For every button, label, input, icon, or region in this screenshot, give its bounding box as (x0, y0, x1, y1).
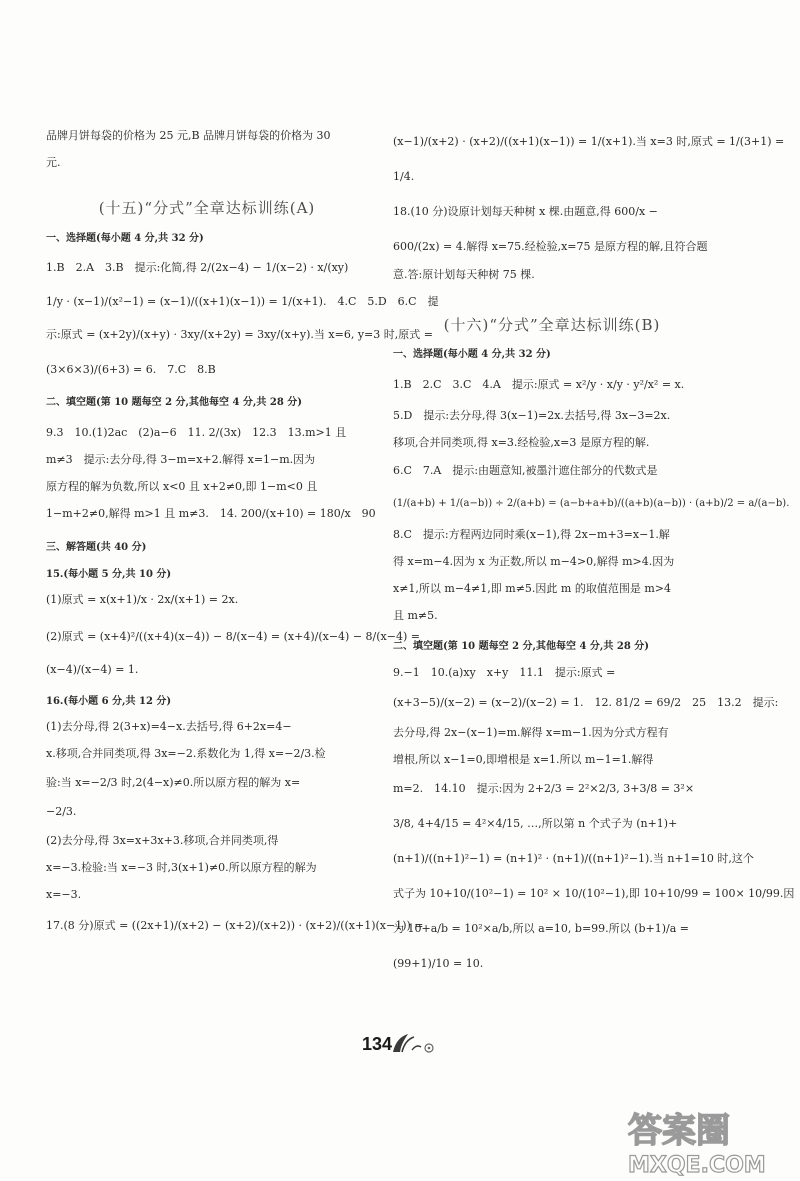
text-line: 元. (46, 156, 61, 169)
text-line: 9.−1 10.(a)xy x+y 11.1 提示:原式 = (393, 666, 616, 679)
text-line: (1)原式 = x(x+1)/x · 2x/(x+1) = 2x. (46, 593, 239, 606)
text-line: (n+1)/((n+1)²−1) = (n+1)² · (n+1)/((n+1)²−1).当 n+1=10 时,这个 (393, 852, 754, 865)
text-line: m=2. 14.10 提示:因为 2+2/3 = 2²×2/3, 3+3/8 = 3²× (393, 782, 695, 795)
text-line: (x+3−5)/(x−2) = (x−2)/(x−2) = 1. 12. 81/2 = 69/2 25 13.2 提示: (393, 696, 779, 709)
text-line: 得 x=m−4.因为 x 为正数,所以 m−4>0,解得 m>4.因为 (393, 555, 675, 568)
subsection-heading: 三、解答题(共 40 分) (46, 542, 147, 553)
section-title: (十五)“分式”全章达标训练(A) (98, 199, 316, 217)
text-line: 6.C 7.A 提示:由题意知,被墨汁遮住部分的代数式是 (393, 464, 658, 477)
text-line: 1−m+2≠0,解得 m>1 且 m≠3. 14. 200/(x+10) = 180/x 90 (46, 507, 376, 520)
text-line: m≠3 提示:去分母,得 3−m=x+2.解得 x=1−m.因为 (46, 453, 316, 466)
text-line: 且 m≠5. (393, 609, 438, 622)
subsection-heading: 一、选择题(每小题 4 分,共 32 分) (393, 349, 551, 360)
text-line: 1.B 2.A 3.B 提示:化简,得 2/(2x−4) − 1/(x−2) · x/(xy) (46, 261, 349, 274)
text-line: (1/(a+b) + 1/(a−b)) ÷ 2/(a+b) = (a−b+a+b)/((a+b)(a−b)) · (a+b)/2 = a/(a−b). (393, 498, 790, 509)
text-line: 1/4. (393, 170, 415, 183)
text-line: 17.(8 分)原式 = ((2x+1)/(x+2) − (x+2)/(x+2)) · (x+2)/((x+1)(x−1)) = (46, 919, 424, 932)
subsection-heading: 16.(每小题 6 分,共 12 分) (46, 696, 172, 707)
text-line: 品牌月饼每袋的价格为 25 元,B 品牌月饼每袋的价格为 30 (46, 129, 331, 142)
text-line: 示:原式 = (x+2y)/(x+y) · 3xy/(x+2y) = 3xy/(x+y).当 x=6, y=3 时,原式 = (46, 328, 433, 341)
text-line: 去分母,得 2x−(x−1)=m.解得 x=m−1.因为分式方程有 (393, 726, 669, 739)
text-line: (x−1)/(x+2) · (x+2)/((x+1)(x−1)) = 1/(x+1).当 x=3 时,原式 = 1/(3+1) = (393, 135, 785, 148)
text-line: 原方程的解为负数,所以 x<0 且 x+2≠0,即 1−m<0 且 (46, 480, 318, 493)
page-number: 134 (362, 1034, 393, 1054)
text-line: 为 10+a/b = 10²×a/b,所以 a=10, b=99.所以 (b+1)/a = (393, 922, 689, 935)
text-line: (2)原式 = (x+4)²/((x+4)(x−4)) − 8/(x−4) = (x+4)/(x−4) − 8/(x−4) = (46, 630, 420, 643)
subsection-heading: 二、填空题(第 10 题每空 2 分,其他每空 4 分,共 28 分) (393, 641, 650, 652)
text-line: 9.3 10.(1)2ac (2)a−6 11. 2/(3x) 12.3 13.m>1 且 (46, 426, 347, 439)
text-line: (99+1)/10 = 10. (393, 957, 484, 970)
text-line: 验:当 x=−2/3 时,2(4−x)≠0.所以原方程的解为 x= (46, 776, 301, 789)
text-line: 18.(10 分)设原计划每天种树 x 棵.由题意,得 600/x − (393, 205, 658, 218)
watermark-url: MXQE.COM (628, 1153, 766, 1178)
text-line: 移项,合并同类项,得 x=3.经检验,x=3 是原方程的解. (393, 436, 650, 449)
subsection-heading: 15.(每小题 5 分,共 10 分) (46, 569, 172, 580)
book-leaf-logo-icon (390, 1030, 436, 1056)
text-line: 增根,所以 x−1=0,即增根是 x=1.所以 m−1=1.解得 (393, 753, 654, 766)
right-column (393, 128, 795, 971)
text-line: x.移项,合并同类项,得 3x=−2.系数化为 1,得 x=−2/3.检 (46, 747, 326, 760)
text-line: 意.答:原计划每天种树 75 棵. (393, 268, 535, 281)
text-line: 5.D 提示:去分母,得 3(x−1)=2x.去括号,得 3x−3=2x. (393, 409, 671, 422)
text-line: x=−3. (46, 888, 82, 901)
text-line: 600/(2x) = 4.解得 x=75.经检验,x=75 是原方程的解,且符合题 (393, 240, 708, 253)
text-line: (2)去分母,得 3x=x+3x+3.移项,合并同类项,得 (46, 834, 279, 847)
section-title: (十六)“分式”全章达标训练(B) (443, 316, 661, 334)
watermark-text: 答案圈 (628, 1111, 730, 1151)
subsection-heading: 二、填空题(第 10 题每空 2 分,其他每空 4 分,共 28 分) (46, 397, 303, 408)
text-line: x=−3.检验:当 x=−3 时,3(x+1)≠0.所以原方程的解为 (46, 861, 317, 874)
text-line: −2/3. (46, 805, 77, 818)
text-line: 式子为 10+10/(10²−1) = 10² × 10/(10²−1),即 10+10/99 = 100× 10/99.因 (393, 887, 795, 900)
text-line: x≠1,所以 m−4≠1,即 m≠5.因此 m 的取值范围是 m>4 (393, 582, 671, 595)
watermark (628, 1104, 793, 1176)
text-line: (x−4)/(x−4) = 1. (46, 663, 139, 676)
subsection-heading: 一、选择题(每小题 4 分,共 32 分) (46, 233, 204, 244)
text-line: (3×6×3)/(6+3) = 6. 7.C 8.B (46, 363, 216, 376)
text-line: 1/y · (x−1)/(x²−1) = (x−1)/((x+1)(x−1)) = 1/(x+1). 4.C 5.D 6.C 提 (46, 295, 439, 308)
text-line: 8.C 提示:方程两边同时乘(x−1),得 2x−m+3=x−1.解 (393, 528, 670, 541)
text-line: 3/8, 4+4/15 = 4²×4/15, …,所以第 n 个式子为 (n+1)+ (393, 817, 678, 830)
text-line: (1)去分母,得 2(3+x)=4−x.去括号,得 6+2x=4− (46, 720, 292, 733)
text-line: 1.B 2.C 3.C 4.A 提示:原式 = x²/y · x/y · y²/x² = x. (393, 378, 685, 391)
